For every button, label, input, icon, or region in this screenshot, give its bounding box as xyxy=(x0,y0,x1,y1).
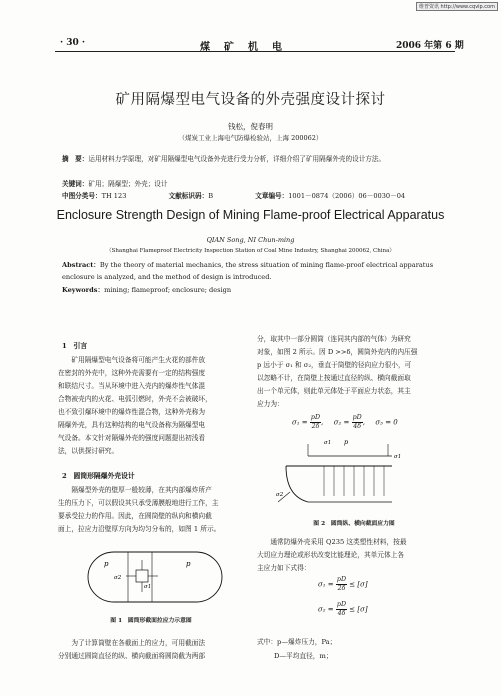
text-line: 为了计算筒壁在各截面上的应力，可用截面法 xyxy=(58,639,206,647)
text-line: 合物被壳内的火花、电弧引燃时，外壳不会被破坏， xyxy=(58,395,212,403)
abstract-en xyxy=(62,259,452,283)
eq-fraction: $\frac{pD}{2\delta}$ xyxy=(310,414,321,430)
keywords-en xyxy=(62,284,452,296)
element-square xyxy=(136,570,148,582)
text-line: 主应力如下式得： xyxy=(257,564,311,572)
text-line: 应力为： xyxy=(257,400,284,408)
text-line: 分，取其中一部分圆筒（连同其内部的气体）为研究 xyxy=(257,335,411,343)
section-outline xyxy=(286,466,392,502)
abstract-cn-label: 摘 要： xyxy=(62,155,89,163)
header-rule xyxy=(55,51,455,52)
fig2-label-p: p xyxy=(344,438,349,446)
article-no-label: 文章编号： xyxy=(255,192,289,200)
abstract-cn xyxy=(62,153,452,165)
page-number: · 30 · xyxy=(60,38,86,48)
watermark-stamp: 维普资讯 http://www.cqvip.com xyxy=(416,2,498,11)
fig1-label-p-right: p xyxy=(186,560,191,568)
section-2-body xyxy=(58,484,244,536)
text-line: 分别通过圆筒直径的纵、横向截面将圆筒截为两部 xyxy=(58,652,206,660)
pressure-arrows xyxy=(324,466,384,496)
text-line: 矿用隔爆型电气设备将可能产生火花的部件放 xyxy=(58,356,206,364)
fig1-label-sigma1: σ1 xyxy=(144,584,152,590)
eq-sigma2: σ₂ = xyxy=(333,418,350,427)
text-line: 气设备。本文针对隔爆外壳的强度问题提出初浅看 xyxy=(58,434,206,442)
section-2-heading: 2 圆筒形隔爆外壳设计 xyxy=(62,472,135,480)
text-line: 隔爆型外壳的壁厚一般较薄，在其内部爆炸所产 xyxy=(58,486,212,494)
article-no-value: 1001－0874（2006）06－0030－04 xyxy=(288,192,406,200)
text-line: p 远小于 σ₁ 和 σ₂，垂直于筒壁的径向应力很小，可 xyxy=(257,361,412,369)
clc-value: TH 123 xyxy=(101,192,127,200)
eq-fraction: $\frac{pD}{4\delta}$ xyxy=(352,414,362,430)
affiliation-cn: （煤炭工业上海电气防爆检验站，上海 200062） xyxy=(178,134,323,142)
text-line: 隔爆外壳，具有这种结构的电气设备称为隔爆型电 xyxy=(58,421,206,429)
text-line: 面上，拉应力沿壁厚方向为均匀分布的，如图 1 所示。 xyxy=(58,525,221,533)
text-line: 出一个单元体，则此单元体处于平面应力状态，其主 xyxy=(257,387,411,395)
abstract-en-line1: By the theory of material mechanics, the stress situation of mining flame-proof electrical apparatus xyxy=(99,261,434,269)
text-line: 也不致引爆环境中的爆炸性混合物，这种外壳称为 xyxy=(58,408,206,416)
eq-sigma3: σ₃ = 0 xyxy=(375,418,398,427)
fig1-label-sigma2: σ2 xyxy=(114,575,122,581)
keywords-cn xyxy=(62,178,452,190)
text-line: 通常防爆外壳采用 Q235 这类塑性材料，按最 xyxy=(257,538,407,546)
text-line: 大切应力理论或形状改变比能理论，其单元体上各 xyxy=(257,551,405,559)
doc-code-label: 文献标识码： xyxy=(168,192,209,200)
section-1-body xyxy=(58,354,244,458)
text-line: 对象，如图 2 所示。因 D >>δ，圆筒外壳内的内压强 xyxy=(257,348,418,356)
keywords-en-text: mining; flameproof; enclosure; design xyxy=(104,286,232,294)
text-line: 生的压力下，可以假设其只承受薄膜般地进行工作，主 xyxy=(58,499,219,507)
fig2-label-sigma1-right: σ1 xyxy=(394,454,402,460)
text-line: 在密封的外壳中，这种外壳需要有一定的结构强度 xyxy=(58,369,206,377)
figure-2-caption: 图 2 圆筒纵、横向截面应力图 xyxy=(313,521,395,527)
authors-en: QIAN Song, NI Chun-ming xyxy=(206,236,295,244)
doc-code-value: B xyxy=(208,192,214,200)
paper-title-cn: 矿用隔爆型电气设备的外壳强度设计探讨 xyxy=(115,92,386,108)
issue-label: 2006 年第 6 期 xyxy=(396,41,464,51)
keywords-en-label: Keywords： xyxy=(62,286,105,294)
text-line: 要承受拉力的作用。因此，在圆筒壁的纵向和横向截 xyxy=(58,512,212,520)
equation-principal-stresses: σ₁ = $\frac{pD}{2\delta}$ , σ₂ = $\frac{pD}{4\delta}$ , σ₃ = 0 xyxy=(292,414,398,430)
eq-fraction: $\frac{pD}{2\delta}$ xyxy=(336,576,347,592)
abstract-cn-text: 运用材料力学原理，对矿用隔爆型电气设备外壳进行受力分析，详细介绍了矿用隔爆外壳的设计方法。 xyxy=(88,155,386,163)
fig1-label-p-left: p xyxy=(104,560,109,568)
right-column-body-2 xyxy=(257,536,451,575)
figure-2-stress-diagram xyxy=(268,436,418,512)
text-line: 以忽略不计，在筒壁上按通过直径的纵、横向截面取 xyxy=(257,374,411,382)
keywords-cn-text: 矿用；隔爆型；外壳；设计 xyxy=(88,180,168,188)
figure-1-cylinder-diagram xyxy=(84,548,224,606)
text-line: 法，以供探讨研究。 xyxy=(58,447,119,455)
classification-line xyxy=(62,190,452,202)
section-1-heading: 1 引言 xyxy=(62,342,88,350)
abstract-en-label: Abstract： xyxy=(62,261,100,269)
where-line-2: D—平均直径，m； xyxy=(274,652,333,660)
section-2-body-cont xyxy=(58,637,244,663)
fig2-label-sigma2: σ2 xyxy=(276,492,284,498)
affiliation-en: （Shanghai Flameproof Electricity Inspection Station of Coal Mine Industry, Shanghai 200062, China） xyxy=(106,248,395,254)
text-line: 和联结尺寸。当从环境中进入壳内的爆炸性气体混 xyxy=(58,382,206,390)
clc-label: 中图分类号： xyxy=(62,192,102,200)
where-line-1: 式中：p—爆炸压力，Pa； xyxy=(257,638,337,646)
eq-sigma1: σ₁ = xyxy=(292,418,308,427)
eq-fraction: $\frac{pD}{4\delta}$ xyxy=(336,601,347,617)
equation-strength-2: σ₂ = $\frac{pD}{4\delta}$ ≤ [σ] xyxy=(318,601,368,617)
abstract-en-line2: enclosure is analyzed, and the method of design is introduced. xyxy=(62,273,272,281)
journal-name: 煤 矿 机 电 xyxy=(200,42,284,53)
figure-1-caption: 图 1 圆筒形截面拉应力示意图 xyxy=(110,618,192,624)
paper-title-en: Enclosure Strength Design of Mining Flame-proof Electrical Apparatus xyxy=(56,208,445,222)
right-column-body xyxy=(257,333,451,411)
keywords-cn-label: 关键词： xyxy=(62,180,89,188)
equation-strength-1: σ₁ = $\frac{pD}{2\delta}$ ≤ [σ] xyxy=(318,576,368,592)
fig2-label-sigma1-top: σ1 xyxy=(324,440,332,446)
authors-cn: 钱松，倪春明 xyxy=(228,122,273,131)
